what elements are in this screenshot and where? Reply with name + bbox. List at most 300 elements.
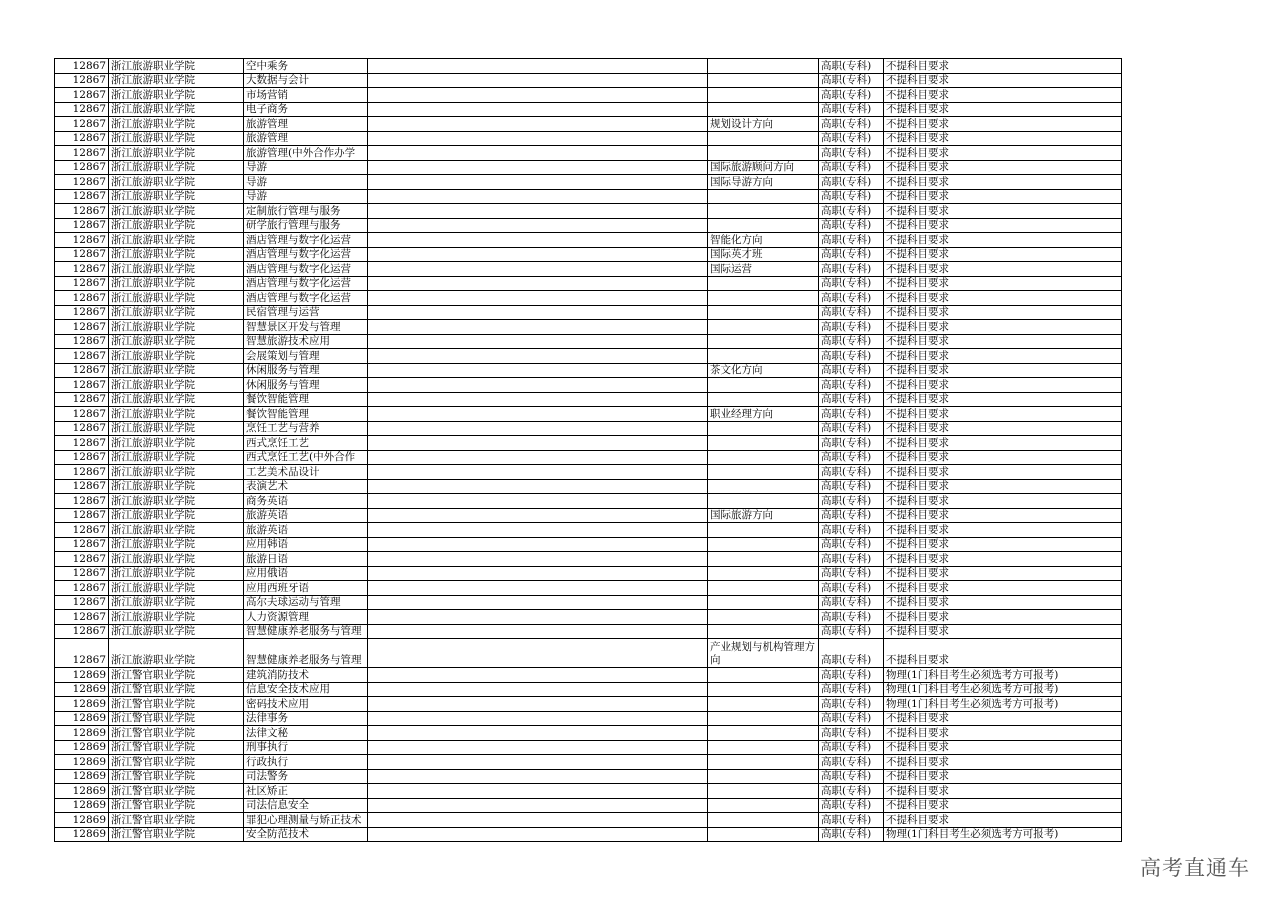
direction-cell: 国际导游方向 (708, 175, 819, 190)
level-cell: 高职(专科) (819, 407, 884, 422)
table-row (55, 392, 1122, 407)
major-name-cell: 研学旅行管理与服务 (244, 218, 368, 233)
school-name-cell: 浙江旅游职业学院 (109, 262, 244, 277)
subject-requirement-cell: 不提科目要求 (884, 537, 1122, 552)
table-row (55, 668, 1122, 683)
level-cell: 高职(专科) (819, 392, 884, 407)
subject-requirement-cell: 不提科目要求 (884, 392, 1122, 407)
school-name-cell: 浙江旅游职业学院 (109, 479, 244, 494)
remark-cell (368, 537, 708, 552)
direction-cell: 国际旅游方向 (708, 508, 819, 523)
school-code-cell: 12867 (55, 262, 109, 277)
level-cell: 高职(专科) (819, 726, 884, 741)
school-name-cell: 浙江警官职业学院 (109, 755, 244, 770)
subject-requirement-cell: 不提科目要求 (884, 798, 1122, 813)
subject-requirement-cell: 不提科目要求 (884, 276, 1122, 291)
subject-requirement-cell: 不提科目要求 (884, 479, 1122, 494)
level-cell: 高职(专科) (819, 610, 884, 625)
remark-cell (368, 682, 708, 697)
table-row (55, 291, 1122, 306)
subject-requirement-cell: 不提科目要求 (884, 508, 1122, 523)
level-cell: 高职(专科) (819, 59, 884, 74)
direction-cell: 智能化方向 (708, 233, 819, 248)
direction-cell (708, 610, 819, 625)
major-table (54, 58, 1122, 842)
level-cell: 高职(专科) (819, 262, 884, 277)
school-name-cell: 浙江警官职业学院 (109, 668, 244, 683)
school-name-cell: 浙江旅游职业学院 (109, 392, 244, 407)
subject-requirement-cell: 物理(1门科目考生必须选考方可报考) (884, 682, 1122, 697)
level-cell: 高职(专科) (819, 755, 884, 770)
school-code-cell: 12867 (55, 291, 109, 306)
school-name-cell: 浙江旅游职业学院 (109, 334, 244, 349)
remark-cell (368, 581, 708, 596)
direction-cell (708, 697, 819, 712)
school-name-cell: 浙江警官职业学院 (109, 813, 244, 828)
table-row (55, 175, 1122, 190)
subject-requirement-cell: 不提科目要求 (884, 407, 1122, 422)
remark-cell (368, 479, 708, 494)
school-name-cell: 浙江旅游职业学院 (109, 276, 244, 291)
remark-cell (368, 291, 708, 306)
school-name-cell: 浙江旅游职业学院 (109, 305, 244, 320)
school-code-cell: 12867 (55, 465, 109, 480)
level-cell: 高职(专科) (819, 682, 884, 697)
table-row (55, 769, 1122, 784)
subject-requirement-cell: 不提科目要求 (884, 566, 1122, 581)
school-code-cell: 12867 (55, 639, 109, 668)
major-name-cell: 导游 (244, 189, 368, 204)
table-row (55, 189, 1122, 204)
school-name-cell: 浙江警官职业学院 (109, 697, 244, 712)
subject-requirement-cell: 不提科目要求 (884, 320, 1122, 335)
table-row (55, 682, 1122, 697)
level-cell: 高职(专科) (819, 523, 884, 538)
level-cell: 高职(专科) (819, 450, 884, 465)
level-cell: 高职(专科) (819, 102, 884, 117)
direction-cell (708, 740, 819, 755)
level-cell: 高职(专科) (819, 784, 884, 799)
level-cell: 高职(专科) (819, 624, 884, 639)
subject-requirement-cell: 不提科目要求 (884, 247, 1122, 262)
school-name-cell: 浙江旅游职业学院 (109, 349, 244, 364)
subject-requirement-cell: 不提科目要求 (884, 494, 1122, 509)
direction-cell (708, 624, 819, 639)
major-name-cell: 旅游管理 (244, 117, 368, 132)
school-name-cell: 浙江旅游职业学院 (109, 131, 244, 146)
level-cell: 高职(专科) (819, 479, 884, 494)
subject-requirement-cell: 不提科目要求 (884, 639, 1122, 668)
remark-cell (368, 407, 708, 422)
remark-cell (368, 175, 708, 190)
subject-requirement-cell: 不提科目要求 (884, 291, 1122, 306)
subject-requirement-cell: 不提科目要求 (884, 189, 1122, 204)
level-cell: 高职(专科) (819, 378, 884, 393)
subject-requirement-cell: 不提科目要求 (884, 610, 1122, 625)
table-row (55, 465, 1122, 480)
major-name-cell: 酒店管理与数字化运营 (244, 262, 368, 277)
school-code-cell: 12869 (55, 813, 109, 828)
school-code-cell: 12869 (55, 769, 109, 784)
major-name-cell: 建筑消防技术 (244, 668, 368, 683)
table-row (55, 73, 1122, 88)
level-cell: 高职(专科) (819, 175, 884, 190)
major-name-cell: 信息安全技术应用 (244, 682, 368, 697)
school-code-cell: 12867 (55, 204, 109, 219)
level-cell: 高职(专科) (819, 537, 884, 552)
remark-cell (368, 276, 708, 291)
subject-requirement-cell: 不提科目要求 (884, 436, 1122, 451)
level-cell: 高职(专科) (819, 668, 884, 683)
school-name-cell: 浙江旅游职业学院 (109, 59, 244, 74)
level-cell: 高职(专科) (819, 363, 884, 378)
subject-requirement-cell: 不提科目要求 (884, 726, 1122, 741)
school-code-cell: 12867 (55, 189, 109, 204)
major-name-cell: 旅游英语 (244, 508, 368, 523)
level-cell: 高职(专科) (819, 595, 884, 610)
school-code-cell: 12867 (55, 595, 109, 610)
level-cell: 高职(专科) (819, 581, 884, 596)
level-cell: 高职(专科) (819, 88, 884, 103)
school-name-cell: 浙江旅游职业学院 (109, 566, 244, 581)
subject-requirement-cell: 不提科目要求 (884, 711, 1122, 726)
major-name-cell: 智慧旅游技术应用 (244, 334, 368, 349)
remark-cell (368, 421, 708, 436)
direction-cell (708, 798, 819, 813)
major-name-cell: 大数据与会计 (244, 73, 368, 88)
remark-cell (368, 523, 708, 538)
table-row (55, 479, 1122, 494)
table-row (55, 436, 1122, 451)
subject-requirement-cell: 不提科目要求 (884, 769, 1122, 784)
school-name-cell: 浙江旅游职业学院 (109, 204, 244, 219)
school-code-cell: 12869 (55, 784, 109, 799)
table-row (55, 204, 1122, 219)
table-row (55, 160, 1122, 175)
subject-requirement-cell: 不提科目要求 (884, 595, 1122, 610)
table-row (55, 566, 1122, 581)
school-name-cell: 浙江旅游职业学院 (109, 552, 244, 567)
school-code-cell: 12869 (55, 711, 109, 726)
table-row (55, 88, 1122, 103)
school-code-cell: 12867 (55, 349, 109, 364)
direction-cell (708, 218, 819, 233)
direction-cell (708, 827, 819, 842)
level-cell: 高职(专科) (819, 233, 884, 248)
table-row (55, 508, 1122, 523)
major-name-cell: 电子商务 (244, 102, 368, 117)
table-row (55, 117, 1122, 132)
direction-cell (708, 378, 819, 393)
level-cell: 高职(专科) (819, 349, 884, 364)
level-cell: 高职(专科) (819, 189, 884, 204)
remark-cell (368, 769, 708, 784)
subject-requirement-cell: 不提科目要求 (884, 450, 1122, 465)
subject-requirement-cell: 不提科目要求 (884, 813, 1122, 828)
direction-cell: 国际旅游顾问方向 (708, 160, 819, 175)
school-name-cell: 浙江警官职业学院 (109, 798, 244, 813)
direction-cell (708, 479, 819, 494)
direction-cell (708, 73, 819, 88)
direction-cell (708, 813, 819, 828)
school-name-cell: 浙江旅游职业学院 (109, 247, 244, 262)
level-cell: 高职(专科) (819, 494, 884, 509)
level-cell: 高职(专科) (819, 508, 884, 523)
school-code-cell: 12867 (55, 508, 109, 523)
major-name-cell: 导游 (244, 160, 368, 175)
direction-cell (708, 102, 819, 117)
school-code-cell: 12867 (55, 247, 109, 262)
subject-requirement-cell: 不提科目要求 (884, 552, 1122, 567)
table-row (55, 610, 1122, 625)
subject-requirement-cell: 不提科目要求 (884, 88, 1122, 103)
major-name-cell: 密码技术应用 (244, 697, 368, 712)
subject-requirement-cell: 不提科目要求 (884, 305, 1122, 320)
school-name-cell: 浙江旅游职业学院 (109, 88, 244, 103)
major-name-cell: 酒店管理与数字化运营 (244, 276, 368, 291)
table-row (55, 697, 1122, 712)
school-name-cell: 浙江警官职业学院 (109, 682, 244, 697)
remark-cell (368, 189, 708, 204)
direction-cell (708, 769, 819, 784)
level-cell: 高职(专科) (819, 827, 884, 842)
direction-cell (708, 291, 819, 306)
school-name-cell: 浙江旅游职业学院 (109, 378, 244, 393)
major-name-cell: 酒店管理与数字化运营 (244, 247, 368, 262)
table-row (55, 827, 1122, 842)
school-code-cell: 12867 (55, 146, 109, 161)
level-cell: 高职(专科) (819, 204, 884, 219)
subject-requirement-cell: 不提科目要求 (884, 160, 1122, 175)
major-name-cell: 民宿管理与运营 (244, 305, 368, 320)
direction-cell (708, 726, 819, 741)
major-name-cell: 旅游英语 (244, 523, 368, 538)
table-row (55, 740, 1122, 755)
direction-cell (708, 421, 819, 436)
subject-requirement-cell: 不提科目要求 (884, 131, 1122, 146)
school-code-cell: 12867 (55, 320, 109, 335)
level-cell: 高职(专科) (819, 813, 884, 828)
direction-cell (708, 146, 819, 161)
level-cell: 高职(专科) (819, 305, 884, 320)
level-cell: 高职(专科) (819, 436, 884, 451)
table-row (55, 378, 1122, 393)
remark-cell (368, 552, 708, 567)
school-name-cell: 浙江旅游职业学院 (109, 436, 244, 451)
direction-cell (708, 668, 819, 683)
school-code-cell: 12867 (55, 102, 109, 117)
subject-requirement-cell: 不提科目要求 (884, 204, 1122, 219)
table-row (55, 146, 1122, 161)
remark-cell (368, 668, 708, 683)
subject-requirement-cell: 不提科目要求 (884, 784, 1122, 799)
subject-requirement-cell: 不提科目要求 (884, 262, 1122, 277)
table-row (55, 798, 1122, 813)
major-name-cell: 工艺美术品设计 (244, 465, 368, 480)
school-code-cell: 12867 (55, 610, 109, 625)
school-code-cell: 12867 (55, 334, 109, 349)
subject-requirement-cell: 不提科目要求 (884, 175, 1122, 190)
direction-cell: 产业规划与机构管理方向 (708, 639, 819, 668)
remark-cell (368, 218, 708, 233)
level-cell: 高职(专科) (819, 552, 884, 567)
direction-cell (708, 131, 819, 146)
remark-cell (368, 827, 708, 842)
school-code-cell: 12867 (55, 392, 109, 407)
direction-cell: 职业经理方向 (708, 407, 819, 422)
subject-requirement-cell: 不提科目要求 (884, 465, 1122, 480)
school-name-cell: 浙江旅游职业学院 (109, 102, 244, 117)
subject-requirement-cell: 不提科目要求 (884, 755, 1122, 770)
table-row (55, 276, 1122, 291)
school-code-cell: 12867 (55, 581, 109, 596)
remark-cell (368, 740, 708, 755)
direction-cell: 茶文化方向 (708, 363, 819, 378)
school-name-cell: 浙江警官职业学院 (109, 827, 244, 842)
remark-cell (368, 494, 708, 509)
subject-requirement-cell: 不提科目要求 (884, 378, 1122, 393)
direction-cell (708, 755, 819, 770)
major-name-cell: 社区矫正 (244, 784, 368, 799)
remark-cell (368, 450, 708, 465)
school-name-cell: 浙江旅游职业学院 (109, 117, 244, 132)
direction-cell (708, 436, 819, 451)
school-code-cell: 12867 (55, 276, 109, 291)
watermark-text: 高考直通车 (1140, 856, 1250, 880)
subject-requirement-cell: 不提科目要求 (884, 363, 1122, 378)
school-name-cell: 浙江旅游职业学院 (109, 595, 244, 610)
direction-cell: 规划设计方向 (708, 117, 819, 132)
direction-cell: 国际运营 (708, 262, 819, 277)
major-name-cell: 旅游日语 (244, 552, 368, 567)
school-name-cell: 浙江旅游职业学院 (109, 450, 244, 465)
remark-cell (368, 334, 708, 349)
table-row (55, 247, 1122, 262)
remark-cell (368, 88, 708, 103)
remark-cell (368, 711, 708, 726)
subject-requirement-cell: 不提科目要求 (884, 117, 1122, 132)
direction-cell (708, 552, 819, 567)
major-name-cell: 西式烹饪工艺 (244, 436, 368, 451)
direction-cell (708, 305, 819, 320)
school-name-cell: 浙江旅游职业学院 (109, 421, 244, 436)
school-code-cell: 12869 (55, 798, 109, 813)
subject-requirement-cell: 不提科目要求 (884, 581, 1122, 596)
major-name-cell: 刑事执行 (244, 740, 368, 755)
remark-cell (368, 146, 708, 161)
major-name-cell: 导游 (244, 175, 368, 190)
subject-requirement-cell: 不提科目要求 (884, 523, 1122, 538)
school-name-cell: 浙江旅游职业学院 (109, 581, 244, 596)
table-row (55, 407, 1122, 422)
school-code-cell: 12867 (55, 59, 109, 74)
remark-cell (368, 320, 708, 335)
school-name-cell: 浙江旅游职业学院 (109, 624, 244, 639)
remark-cell (368, 784, 708, 799)
school-name-cell: 浙江旅游职业学院 (109, 407, 244, 422)
subject-requirement-cell: 物理(1门科目考生必须选考方可报考) (884, 668, 1122, 683)
remark-cell (368, 73, 708, 88)
subject-requirement-cell: 不提科目要求 (884, 740, 1122, 755)
level-cell: 高职(专科) (819, 740, 884, 755)
remark-cell (368, 436, 708, 451)
remark-cell (368, 639, 708, 668)
school-name-cell: 浙江警官职业学院 (109, 711, 244, 726)
school-code-cell: 12867 (55, 624, 109, 639)
direction-cell (708, 88, 819, 103)
table-row (55, 537, 1122, 552)
level-cell: 高职(专科) (819, 276, 884, 291)
school-code-cell: 12869 (55, 697, 109, 712)
direction-cell (708, 204, 819, 219)
table-row (55, 450, 1122, 465)
school-code-cell: 12867 (55, 363, 109, 378)
table-row (55, 711, 1122, 726)
remark-cell (368, 610, 708, 625)
level-cell: 高职(专科) (819, 291, 884, 306)
school-code-cell: 12869 (55, 740, 109, 755)
subject-requirement-cell: 不提科目要求 (884, 233, 1122, 248)
major-name-cell: 罪犯心理测量与矫正技术 (244, 813, 368, 828)
major-name-cell: 应用西班牙语 (244, 581, 368, 596)
major-name-cell: 餐饮智能管理 (244, 407, 368, 422)
school-name-cell: 浙江旅游职业学院 (109, 465, 244, 480)
remark-cell (368, 247, 708, 262)
major-name-cell: 应用韩语 (244, 537, 368, 552)
direction-cell (708, 494, 819, 509)
major-name-cell: 烹饪工艺与营养 (244, 421, 368, 436)
school-code-cell: 12869 (55, 755, 109, 770)
table-row (55, 552, 1122, 567)
table-row (55, 218, 1122, 233)
major-name-cell: 会展策划与管理 (244, 349, 368, 364)
level-cell: 高职(专科) (819, 160, 884, 175)
level-cell: 高职(专科) (819, 697, 884, 712)
table-row (55, 421, 1122, 436)
table-row (55, 755, 1122, 770)
table-row (55, 595, 1122, 610)
level-cell: 高职(专科) (819, 465, 884, 480)
direction-cell (708, 711, 819, 726)
major-name-cell: 法律事务 (244, 711, 368, 726)
table-row (55, 624, 1122, 639)
remark-cell (368, 755, 708, 770)
remark-cell (368, 102, 708, 117)
subject-requirement-cell: 不提科目要求 (884, 59, 1122, 74)
remark-cell (368, 59, 708, 74)
direction-cell (708, 784, 819, 799)
school-name-cell: 浙江旅游职业学院 (109, 320, 244, 335)
table-row (55, 262, 1122, 277)
table-row (55, 784, 1122, 799)
school-name-cell: 浙江旅游职业学院 (109, 610, 244, 625)
school-code-cell: 12867 (55, 407, 109, 422)
direction-cell (708, 523, 819, 538)
school-name-cell: 浙江警官职业学院 (109, 784, 244, 799)
school-code-cell: 12867 (55, 450, 109, 465)
level-cell: 高职(专科) (819, 247, 884, 262)
remark-cell (368, 233, 708, 248)
major-name-cell: 高尔夫球运动与管理 (244, 595, 368, 610)
major-name-cell: 旅游管理(中外合作办学 (244, 146, 368, 161)
remark-cell (368, 624, 708, 639)
school-code-cell: 12867 (55, 494, 109, 509)
major-name-cell: 人力资源管理 (244, 610, 368, 625)
school-name-cell: 浙江警官职业学院 (109, 769, 244, 784)
subject-requirement-cell: 不提科目要求 (884, 102, 1122, 117)
remark-cell (368, 392, 708, 407)
direction-cell (708, 349, 819, 364)
